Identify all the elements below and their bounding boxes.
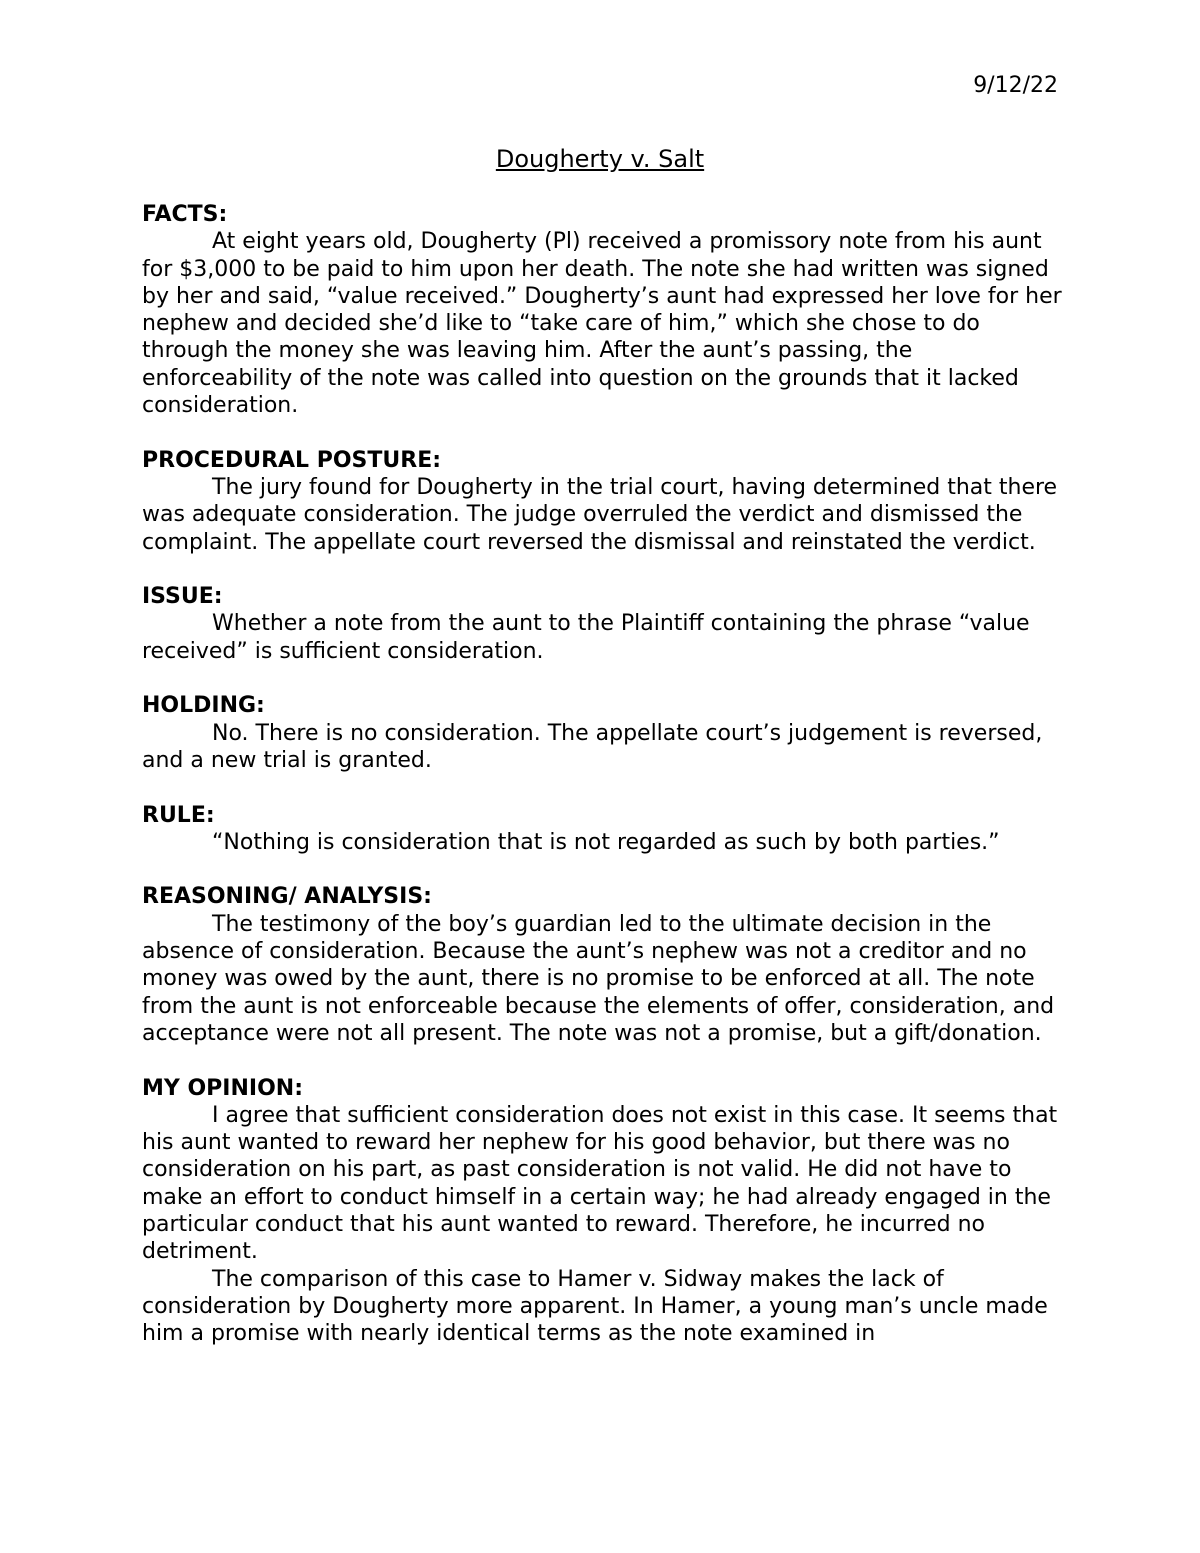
document-body xyxy=(142,201,1062,1375)
section-reasoning-analysis xyxy=(142,883,1062,1047)
section-paragraph: I agree that sufficient consideration does not exist in this case. It seems that his aunt wanted to reward her nephew for his good behavior, but there was no consideration on his part, as past consideration is not valid. He did not have to make an effort to conduct himself in a certain way; he had already engaged in the particular conduct that his aunt wanted to reward. Therefore, he incurred no detriment. xyxy=(142,1102,1058,1265)
section-heading: HOLDING: xyxy=(142,693,265,719)
section-paragraph: At eight years old, Dougherty (Pl) received a promissory note from his aunt for $3,000 to be paid to him upon her death. The note she had written was signed by her and said, “value received.” Dougherty’s aunt had expressed her love for her nephew and decided she’d like to “take care of him,” which she chose to do through the money she was leaving him. After the aunt’s passing, the enforceability of the note was called into question on the grounds that it lacked consideration. xyxy=(142,229,1062,419)
section-heading: MY OPINION: xyxy=(142,1075,304,1101)
section-my-opinion xyxy=(142,1075,1062,1348)
section-paragraph: The comparison of this case to Hamer v. Sidway makes the lack of consideration by Dougherty more apparent. In Hamer, a young man’s uncle made him a promise with nearly identical terms as the note examined in xyxy=(142,1266,1048,1347)
section-paragraph: The testimony of the boy’s guardian led to the ultimate decision in the absence of consideration. Because the aunt’s nephew was not a creditor and no money was owed by the aunt, there is no promise to be enforced at all. The note from the aunt is not enforceable because the elements of offer, consideration, and acceptance were not all present. The note was not a promise, but a gift/donation. xyxy=(142,911,1055,1046)
section-heading: PROCEDURAL POSTURE: xyxy=(142,447,442,473)
section-heading: REASONING/ ANALYSIS: xyxy=(142,884,432,910)
section-heading: FACTS: xyxy=(142,202,228,227)
section-facts xyxy=(142,201,1062,419)
section-issue xyxy=(142,583,1062,665)
section-paragraph: Whether a note from the aunt to the Plaintiff containing the phrase “value received” is sufficient consideration. xyxy=(142,611,1030,664)
document-date: 9/12/22 xyxy=(973,73,1058,98)
section-procedural-posture xyxy=(142,447,1062,556)
document-title xyxy=(0,144,1200,174)
section-heading: RULE: xyxy=(142,802,215,828)
section-paragraph: “Nothing is consideration that is not regarded as such by both parties.” xyxy=(212,829,1000,855)
section-heading: ISSUE: xyxy=(142,584,223,610)
document-title-text: Dougherty v. Salt xyxy=(495,145,705,173)
section-holding xyxy=(142,692,1062,774)
section-paragraph: No. There is no consideration. The appellate court’s judgement is reversed, and a new trial is granted. xyxy=(142,720,1043,773)
section-paragraph: The jury found for Dougherty in the trial court, having determined that there was adequate consideration. The judge overruled the verdict and dismissed the complaint. The appellate court reversed the dismissal and reinstated the verdict. xyxy=(142,474,1058,555)
section-rule xyxy=(142,802,1062,857)
